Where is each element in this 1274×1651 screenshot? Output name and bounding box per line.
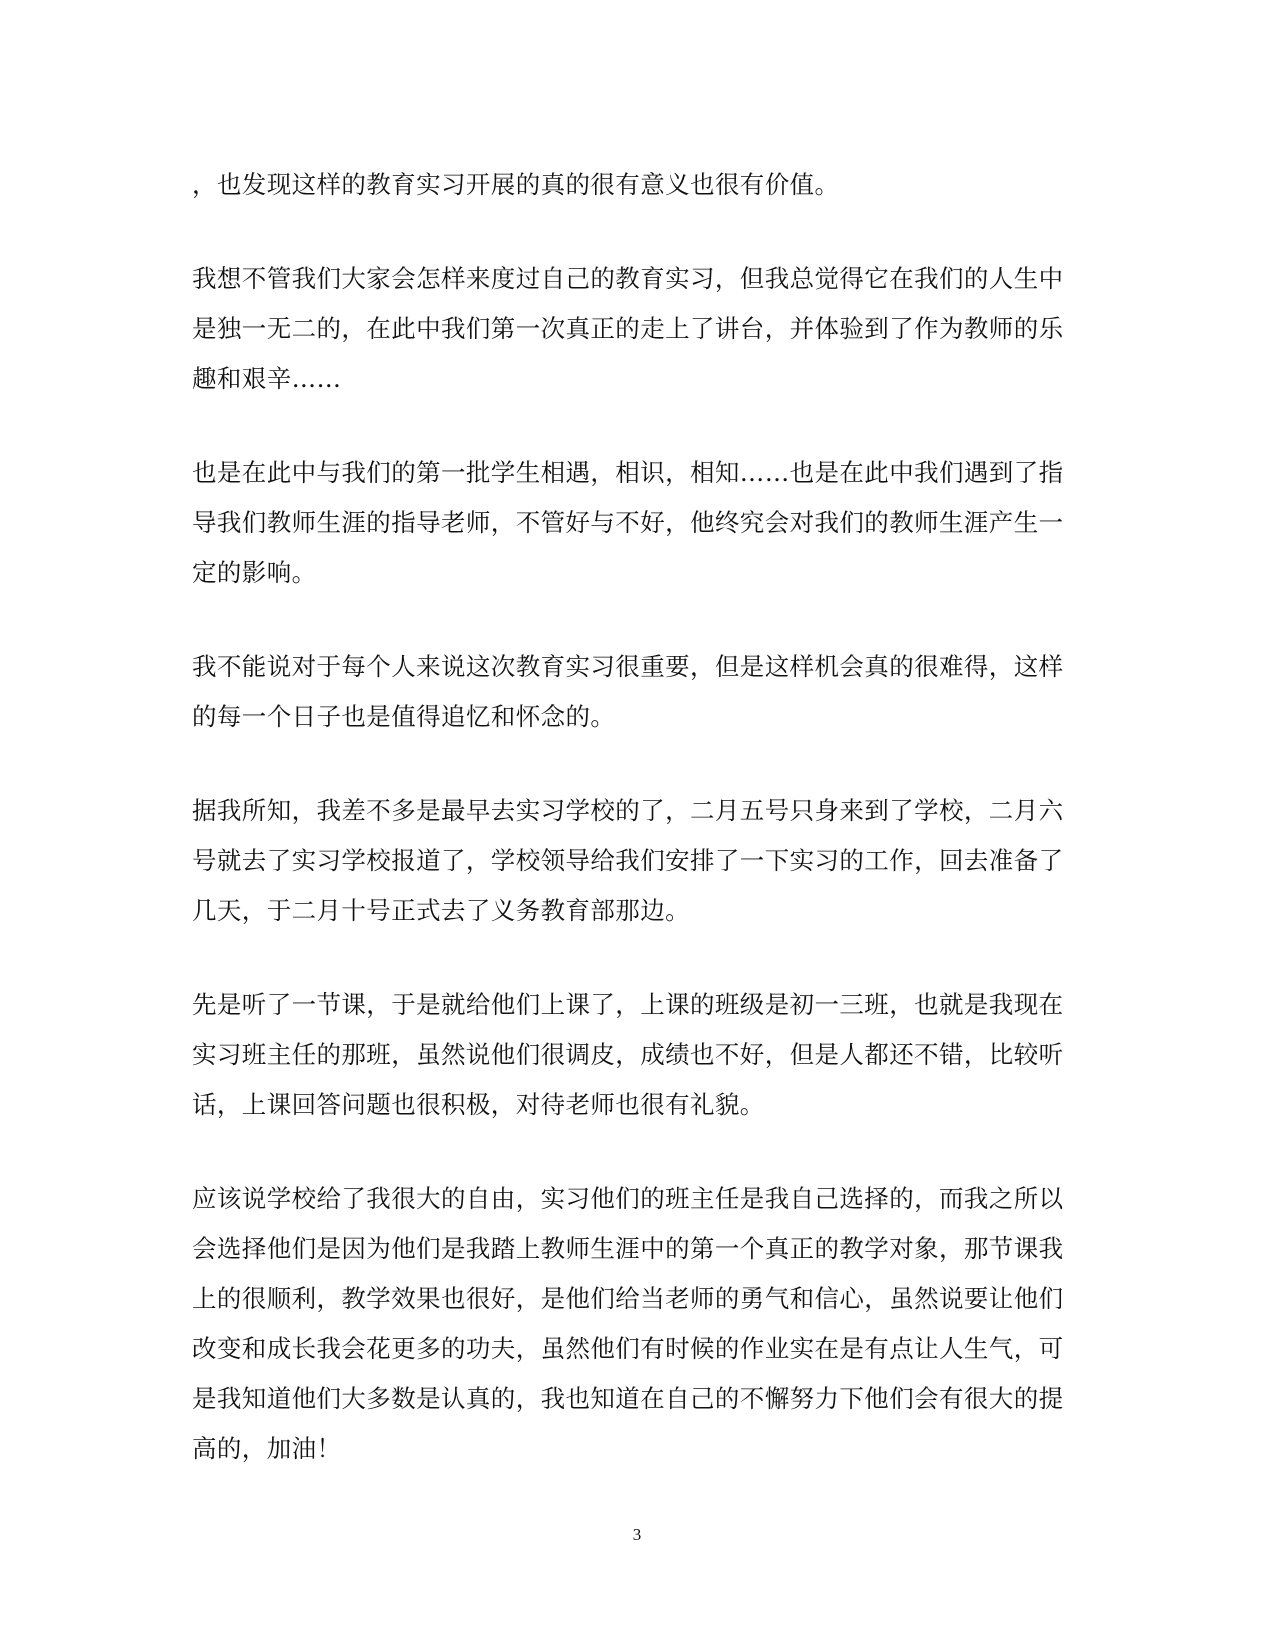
document-body <box>192 160 1072 1518</box>
paragraph-line: 先是听了一节课，于是就给他们上课了，上课的班级是初一三班，也就是我现在 <box>192 990 1064 1019</box>
paragraph-line: 定的影响。 <box>192 558 317 587</box>
paragraph-line: 导我们教师生涯的指导老师，不管好与不好，他终究会对我们的教师生涯产生一 <box>192 508 1064 537</box>
paragraph-6 <box>192 980 1072 1130</box>
paragraph-line: 是我知道他们大多数是认真的，我也知道在自己的不懈努力下他们会有很大的提 <box>192 1384 1064 1413</box>
paragraph-5 <box>192 786 1072 936</box>
paragraph-7 <box>192 1174 1072 1474</box>
paragraph-line: 趣和艰辛…… <box>192 364 342 393</box>
paragraph-line: 话，上课回答问题也很积极，对待老师也很有礼貌。 <box>192 1090 765 1119</box>
paragraph-4 <box>192 642 1072 742</box>
paragraph-line: 应该说学校给了我很大的自由，实习他们的班主任是我自己选择的，而我之所以 <box>192 1184 1064 1213</box>
paragraph-line: 高的，加油！ <box>192 1434 342 1463</box>
paragraph-line: 也是在此中与我们的第一批学生相遇，相识，相知……也是在此中我们遇到了指 <box>192 458 1064 487</box>
paragraph-line: 我不能说对于每个人来说这次教育实习很重要，但是这样机会真的很难得，这样 <box>192 652 1064 681</box>
paragraph-line: 会选择他们是因为他们是我踏上教师生涯中的第一个真正的教学对象，那节课我 <box>192 1234 1064 1263</box>
paragraph-3 <box>192 448 1072 598</box>
paragraph-line: 改变和成长我会花更多的功夫，虽然他们有时候的作业实在是有点让人生气，可 <box>192 1334 1064 1363</box>
paragraph-line: 实习班主任的那班，虽然说他们很调皮，成绩也不好，但是人都还不错，比较听 <box>192 1040 1064 1069</box>
paragraph-line: ，也发现这样的教育实习开展的真的很有意义也很有价值。 <box>192 170 840 199</box>
paragraph-2 <box>192 254 1072 404</box>
paragraph-line: 我想不管我们大家会怎样来度过自己的教育实习，但我总觉得它在我们的人生中 <box>192 264 1064 293</box>
paragraph-line: 上的很顺利，教学效果也很好，是他们给当老师的勇气和信心，虽然说要让他们 <box>192 1284 1064 1313</box>
paragraph-1 <box>192 160 1072 210</box>
paragraph-line: 号就去了实习学校报道了，学校领导给我们安排了一下实习的工作，回去准备了 <box>192 846 1064 875</box>
page-number: 3 <box>632 1525 642 1544</box>
paragraph-line: 是独一无二的，在此中我们第一次真正的走上了讲台，并体验到了作为教师的乐 <box>192 314 1064 343</box>
paragraph-line: 的每一个日子也是值得追忆和怀念的。 <box>192 702 616 731</box>
paragraph-line: 据我所知，我差不多是最早去实习学校的了，二月五号只身来到了学校，二月六 <box>192 796 1064 825</box>
paragraph-line: 几天，于二月十号正式去了义务教育部那边。 <box>192 896 690 925</box>
